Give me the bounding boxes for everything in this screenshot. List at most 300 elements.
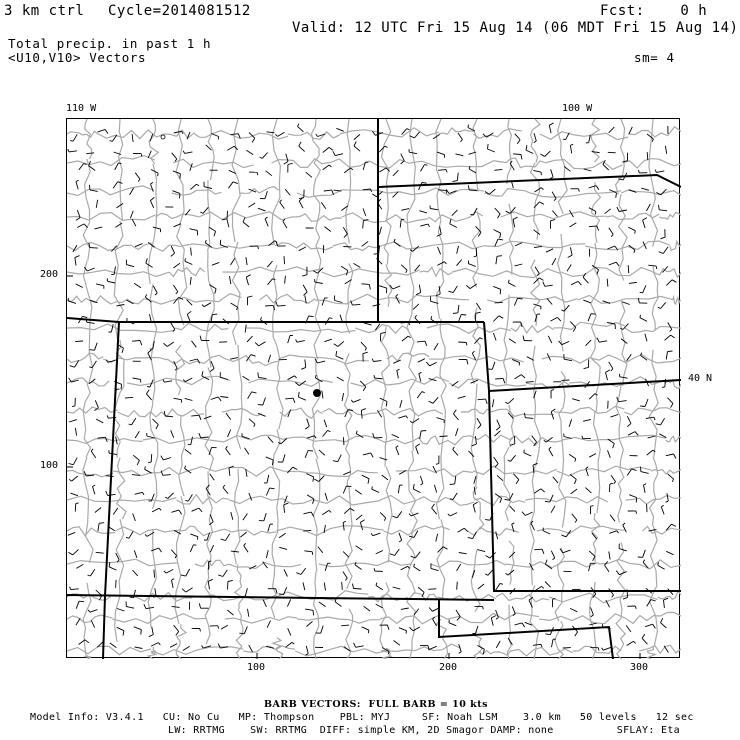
wind-barb: [192, 508, 203, 512]
wind-barb: [584, 169, 592, 171]
wind-barb: [421, 165, 428, 172]
wind-barb: [374, 568, 383, 571]
county-line: [659, 213, 681, 220]
wind-barb: [226, 413, 231, 420]
wind-barb: [453, 305, 459, 314]
wind-barb: [397, 369, 400, 378]
wind-barb: [335, 599, 341, 607]
wind-barb: [622, 302, 630, 305]
county-line: [473, 466, 557, 475]
wind-barb: [432, 504, 437, 514]
wind-barb: [231, 512, 233, 520]
wind-barb: [563, 133, 570, 140]
wind-barb: [153, 419, 159, 429]
wind-barb: [534, 230, 540, 235]
county-line: [336, 436, 415, 444]
wind-barb: [96, 200, 97, 208]
county-line: [172, 190, 222, 195]
wind-barb: [165, 493, 173, 499]
county-line: [384, 526, 450, 535]
wind-barb: [246, 150, 253, 154]
wind-barb: [135, 647, 143, 649]
county-line: [345, 354, 352, 437]
wind-barb: [134, 627, 142, 635]
wind-barb: [185, 494, 192, 501]
county-line: [83, 583, 91, 656]
county-line: [271, 533, 277, 618]
wind-barb: [640, 399, 648, 407]
wind-barb: [641, 188, 649, 190]
wind-barb: [133, 455, 139, 465]
wind-barb: [208, 579, 213, 589]
county-line: [486, 241, 586, 247]
wind-barb: [496, 532, 498, 540]
wind-barb: [153, 227, 161, 232]
wind-barb: [456, 610, 460, 620]
wind-barb: [93, 485, 96, 494]
wind-barb: [661, 505, 664, 514]
wind-barb: [150, 197, 154, 208]
wind-barb: [418, 359, 425, 363]
wind-barb: [531, 521, 535, 530]
wind-barb: [623, 523, 627, 532]
wind-barb: [323, 147, 333, 152]
wind-barb: [344, 168, 353, 173]
wind-barb: [306, 621, 312, 626]
wind-barb: [583, 300, 591, 303]
wind-barb: [609, 483, 612, 492]
wind-barb: [629, 282, 637, 283]
wind-barb: [192, 341, 197, 347]
wind-barb: [640, 315, 647, 322]
wind-barb: [279, 533, 286, 538]
wind-barb: [609, 190, 616, 198]
wind-barb: [496, 256, 502, 265]
wind-barb: [70, 587, 79, 590]
wind-barb: [265, 217, 268, 226]
wind-barb: [342, 582, 343, 590]
wind-barb: [361, 342, 367, 350]
wind-barb: [302, 267, 307, 276]
wind-barb: [355, 490, 362, 495]
wind-barb: [356, 515, 362, 520]
wind-barb: [414, 564, 421, 571]
axis-ticks: [67, 276, 640, 659]
wind-barb: [393, 170, 399, 176]
wind-barb: [543, 282, 553, 287]
wind-barb: [135, 244, 142, 247]
county-line: [506, 561, 598, 567]
wind-barb: [449, 620, 456, 626]
wind-barb: [568, 247, 572, 257]
model-info-line1: Model Info: V3.4.1 CU: No Cu MP: Thompson PBL: MYJ SF: Noah LSM 3.0 km 50 levels 12 sec: [30, 712, 694, 723]
wind-barb: [658, 562, 665, 569]
wind-barb: [220, 372, 228, 379]
wind-barb: [453, 173, 459, 182]
wind-barb: [437, 418, 445, 423]
county-line: [312, 359, 320, 458]
county-line: [278, 355, 369, 364]
wind-barb: [608, 152, 616, 153]
wind-barb: [148, 350, 152, 361]
wind-barb: [344, 508, 354, 513]
county-line: [314, 459, 320, 572]
wind-barb: [286, 642, 295, 647]
wind-barb: [130, 188, 134, 195]
wind-barb: [324, 420, 327, 428]
county-line: [420, 267, 453, 276]
wind-barb: [589, 454, 596, 458]
wind-barb: [495, 378, 505, 383]
county-line: [205, 568, 212, 644]
wind-barb: [493, 286, 500, 294]
county-line: [297, 471, 378, 477]
wind-barb: [266, 550, 268, 558]
county-line: [562, 435, 666, 441]
wind-barb: [399, 628, 406, 634]
wind-barb: [266, 488, 274, 495]
wind-barb: [117, 203, 124, 208]
wind-barb: [485, 569, 493, 575]
wind-barb: [496, 641, 500, 648]
county-line: [67, 270, 169, 277]
wind-barb: [135, 431, 139, 438]
wind-barb: [298, 124, 304, 132]
wind-barb: [372, 486, 379, 492]
wind-barb: [564, 434, 572, 439]
county-line: [549, 593, 658, 603]
wind-barb: [174, 398, 182, 402]
wind-barb: [336, 351, 343, 359]
wind-barb: [133, 513, 136, 521]
wind-barb: [627, 641, 636, 645]
wind-barb: [609, 228, 613, 237]
wind-barb: [150, 341, 155, 349]
county-line: [542, 355, 619, 363]
county-line: [227, 356, 279, 366]
wind-barb: [304, 551, 312, 555]
wind-barb: [491, 616, 495, 626]
wind-barb: [69, 420, 77, 422]
county-line: [658, 591, 681, 599]
wind-barb: [648, 265, 656, 269]
wind-barb: [547, 298, 552, 304]
county-line: [639, 645, 681, 653]
wind-barb: [433, 617, 437, 626]
wind-barb: [202, 303, 211, 307]
county-line: [112, 614, 206, 624]
county-line: [235, 564, 243, 609]
wind-barb: [192, 629, 201, 632]
county-line: [616, 119, 625, 194]
wind-barb: [450, 476, 456, 485]
wind-barb: [524, 413, 533, 419]
county-line: [346, 119, 351, 243]
wind-barb: [514, 623, 524, 627]
county-line: [105, 299, 149, 304]
county-line: [297, 190, 388, 198]
wind-barb: [343, 472, 350, 475]
wind-barb-map: [67, 119, 681, 659]
wind-barb: [666, 280, 676, 286]
wind-barb: [268, 524, 273, 532]
wind-barb: [506, 570, 515, 575]
wind-barb: [379, 286, 387, 293]
county-line: [195, 560, 228, 566]
wind-barb: [665, 146, 666, 154]
wind-barb: [549, 169, 553, 179]
county-line: [346, 436, 351, 487]
county-line: [67, 296, 105, 303]
county-line: [229, 496, 314, 504]
wind-barb: [221, 534, 230, 541]
wind-barb: [301, 360, 306, 370]
wind-barb: [570, 322, 576, 332]
wind-barb: [661, 618, 667, 628]
county-line: [342, 213, 429, 223]
wind-barb: [602, 647, 611, 650]
wind-barb: [319, 450, 325, 455]
wind-barb: [76, 618, 80, 625]
wind-barb: [79, 640, 89, 645]
wind-barb: [324, 339, 332, 342]
wind-barb: [401, 154, 405, 165]
wind-barb: [69, 458, 78, 465]
county-line: [618, 471, 624, 523]
wind-barb: [478, 399, 488, 404]
wind-barb: [458, 528, 468, 532]
wind-barb: [110, 643, 117, 648]
wind-barbs: [68, 123, 677, 655]
county-line: [297, 617, 380, 623]
wind-barb: [231, 303, 238, 310]
wind-barb: [434, 485, 436, 493]
wind-barb: [153, 286, 157, 295]
wind-barb: [278, 454, 285, 462]
wind-barb: [245, 325, 246, 333]
wind-barb: [223, 485, 228, 494]
county-line: [561, 267, 653, 276]
county-line: [288, 132, 340, 139]
wind-barb: [268, 437, 273, 443]
wind-barb: [258, 208, 266, 211]
wind-barb: [570, 608, 577, 611]
wind-barb: [306, 646, 309, 655]
wind-barb: [642, 634, 647, 644]
wind-barb: [429, 646, 436, 649]
wind-barb: [589, 623, 597, 625]
county-line: [409, 355, 416, 451]
wind-barb: [132, 570, 137, 576]
wind-barb: [190, 277, 191, 285]
county-line: [188, 467, 298, 476]
wind-barb: [420, 224, 429, 227]
wind-barb: [303, 285, 307, 296]
wind-barb: [79, 164, 87, 170]
wind-barb: [75, 503, 78, 512]
wind-barb: [91, 620, 94, 627]
wind-barb: [658, 302, 666, 308]
wind-barb: [609, 531, 618, 534]
wind-barb: [75, 256, 80, 266]
wind-barb: [572, 626, 577, 636]
wind-barb: [429, 608, 439, 612]
county-line: [177, 495, 230, 504]
wind-barb: [343, 552, 349, 558]
county-line: [625, 327, 681, 333]
wind-barb: [569, 419, 572, 427]
wind-barb: [597, 338, 607, 343]
wind-barb: [522, 512, 533, 516]
wind-barb: [457, 246, 459, 254]
wind-barb: [226, 446, 231, 455]
wind-barb: [211, 397, 221, 401]
wind-barb: [487, 362, 495, 370]
wind-barb: [513, 217, 518, 227]
wind-barb: [351, 399, 360, 402]
wind-barb: [540, 151, 550, 157]
wind-barb: [476, 312, 481, 321]
wind-barb: [117, 609, 125, 612]
county-line: [381, 327, 389, 389]
wind-barb: [68, 532, 75, 535]
wind-barb: [446, 189, 456, 193]
wind-barb: [426, 362, 437, 366]
wind-barb: [417, 392, 425, 399]
wind-barb: [95, 508, 101, 513]
wind-barb: [288, 376, 297, 380]
wind-barb: [322, 298, 328, 306]
wind-barb: [125, 397, 133, 398]
wind-barb: [172, 153, 177, 162]
field-title: Total precip. in past 1 h: [8, 36, 212, 51]
county-line: [386, 466, 392, 562]
wind-barb: [172, 606, 180, 607]
county-line: [84, 656, 91, 659]
wind-barb: [418, 587, 424, 597]
wind-barb: [173, 263, 180, 268]
wind-barb: [410, 132, 420, 138]
wind-barb: [304, 512, 314, 516]
wind-barb: [333, 151, 343, 155]
wind-barb: [668, 474, 674, 482]
county-line: [329, 159, 410, 168]
wind-barb: [438, 170, 447, 173]
wind-barb: [496, 583, 503, 590]
wind-barb: [390, 549, 399, 556]
wind-barb: [86, 153, 94, 154]
y-tick-label: 100: [40, 460, 59, 471]
wind-barb: [659, 205, 668, 211]
wind-barb: [335, 296, 343, 303]
wind-barb: [258, 398, 266, 406]
wind-barb: [363, 453, 373, 457]
wind-barb: [97, 437, 107, 442]
county-line: [67, 439, 143, 444]
wind-barb: [285, 276, 286, 284]
wind-barb: [526, 145, 533, 153]
wind-barb: [496, 420, 500, 430]
y-tick-label: 200: [40, 269, 59, 280]
county-line: [148, 164, 157, 284]
barb-legend: BARB VECTORS: FULL BARB = 10 kts: [264, 699, 488, 710]
wind-barb: [76, 564, 83, 568]
wind-barb: [152, 508, 161, 512]
wind-barb: [468, 532, 477, 539]
wind-barb: [473, 502, 477, 512]
wind-barb: [492, 399, 493, 407]
wind-barb: [420, 476, 423, 485]
wind-barb: [77, 224, 87, 228]
county-line: [232, 242, 240, 345]
wind-barb: [288, 336, 293, 344]
wind-barb: [188, 437, 193, 445]
wind-barb: [392, 434, 399, 437]
wind-barb: [353, 584, 362, 589]
county-line: [417, 497, 475, 506]
wind-barb: [135, 173, 140, 182]
wind-barb: [419, 372, 422, 381]
wind-barb: [227, 219, 229, 227]
state-border: [439, 600, 613, 659]
wind-barb: [171, 550, 176, 558]
county-line: [322, 269, 420, 277]
wind-barb: [373, 433, 383, 438]
wind-barb: [305, 419, 309, 429]
wind-barb: [647, 152, 648, 160]
county-line: [127, 376, 230, 385]
county-line: [427, 324, 511, 333]
county-line: [355, 325, 409, 334]
wind-barb: [76, 601, 84, 609]
wind-barb: [132, 341, 142, 346]
county-line: [150, 404, 158, 509]
county-line: [540, 132, 629, 140]
wind-barb: [458, 342, 467, 345]
wind-barb: [611, 415, 619, 418]
wind-barb: [475, 606, 484, 609]
county-line: [437, 519, 445, 599]
wind-barb: [448, 286, 457, 293]
county-line: [234, 469, 240, 564]
wind-barb: [666, 493, 669, 502]
wind-barb: [402, 336, 411, 341]
wind-barb: [209, 227, 216, 236]
wind-barb: [227, 610, 233, 615]
wind-barb: [337, 377, 344, 381]
wind-barb: [248, 296, 253, 305]
wind-barb: [228, 430, 231, 437]
wind-barb: [552, 258, 556, 265]
county-line: [628, 127, 681, 137]
wind-barb: [396, 294, 400, 303]
wind-barb: [413, 484, 420, 493]
state-border: [484, 322, 681, 391]
wind-barb: [628, 511, 637, 514]
wind-barb: [570, 474, 576, 484]
lon-label-110w: 110 W: [66, 103, 97, 114]
wind-barb: [96, 284, 104, 289]
wind-barb: [318, 547, 323, 553]
wind-barb: [356, 546, 363, 550]
wind-barb: [570, 223, 577, 227]
wind-barb: [468, 261, 476, 267]
county-line: [473, 129, 521, 139]
county-line: [447, 435, 508, 445]
wind-barb: [515, 375, 526, 379]
wind-barb: [185, 449, 191, 454]
wind-barb: [644, 484, 647, 493]
